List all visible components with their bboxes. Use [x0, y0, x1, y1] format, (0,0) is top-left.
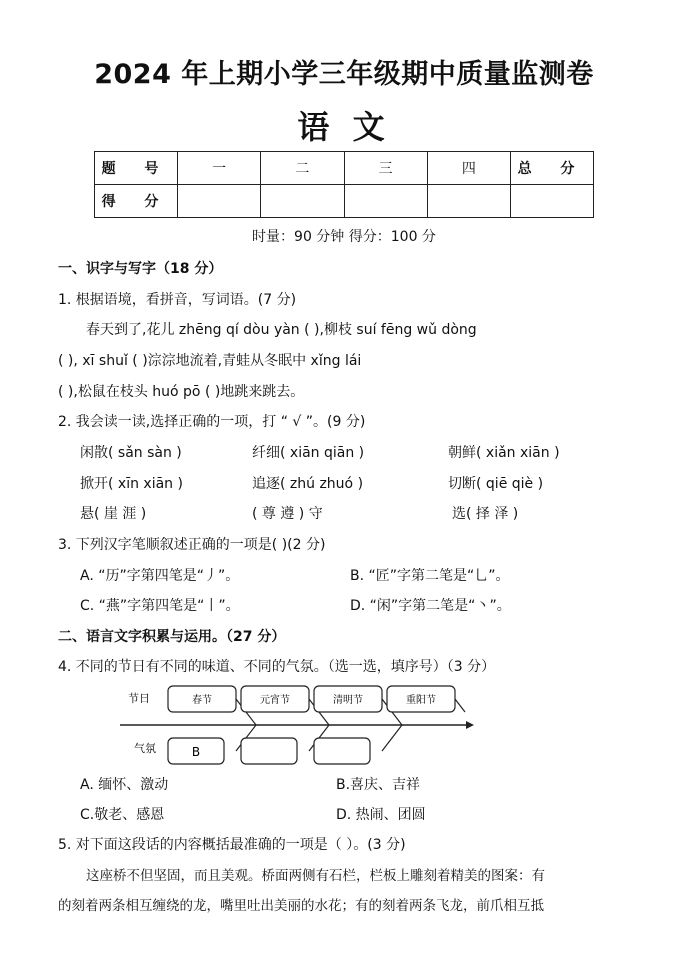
festival-label: 元宵节: [260, 695, 290, 706]
q1-line3: ( ),松鼠在枝头 huó pō ( )地跳来跳去。: [58, 384, 305, 400]
score-table-cell: 得 分: [95, 185, 178, 218]
q3-option-d: D. “闲”字第二笔是“丶”。: [350, 598, 511, 614]
answer-box[interactable]: [314, 738, 370, 764]
answer-box[interactable]: [241, 738, 297, 764]
diagram-label-atmosphere: 气氛: [134, 742, 156, 755]
score-table-cell: 一: [178, 152, 261, 185]
q3-option-b: B. “匠”字第二笔是“乚”。: [350, 568, 510, 584]
q2-title: 2. 我会读一读,选择正确的一项，打 “ √ ”。(9 分): [58, 414, 366, 430]
q4-title: 4. 不同的节日有不同的味道、不同的气氛。（选一选，填序号）（3 分）: [58, 659, 496, 675]
diagram-label-festival: 节日: [128, 692, 150, 705]
festival-label: 春节: [192, 695, 212, 706]
score-cell-2[interactable]: [261, 185, 344, 218]
q2-item: 追逐( zhú zhuó ): [252, 476, 364, 492]
score-table-cell: 三: [344, 152, 427, 185]
section1-heading: 一、识字与写字（18 分）: [58, 261, 223, 277]
score-table-score-row: [95, 185, 594, 218]
festival-label: 清明节: [333, 695, 363, 706]
q5-passage-line2: 的刻着两条相互缠绕的龙，嘴里吐出美丽的水花；有的刻着两条飞龙，前爪相互抵: [58, 898, 544, 914]
q3-option-c: C. “燕”字第四笔是“丨”。: [80, 598, 240, 614]
q5-passage-line1: 这座桥不但坚固，而且美观。桥面两侧有石栏，栏板上雕刻着精美的图案：有: [86, 868, 545, 884]
q4-option-b: B.喜庆、吉祥: [336, 777, 421, 793]
diagram-connector: [455, 699, 465, 712]
arrow-head-icon: [466, 721, 474, 729]
score-table-cell: 题 号: [95, 152, 178, 185]
score-cell-3[interactable]: [344, 185, 427, 218]
score-table-header-row: [95, 152, 594, 185]
answer-text: B: [191, 745, 201, 759]
q1-title: 1. 根据语境，看拼音，写词语。(7 分): [58, 292, 297, 308]
subject-title: 语 文: [297, 108, 391, 146]
q2-item: 闲散( sǎn sàn ): [80, 445, 182, 461]
festival-node: [387, 686, 465, 712]
score-table: [94, 151, 594, 218]
q4-option-d: D. 热闹、团圆: [336, 807, 426, 823]
q2-item: 朝鲜( xiǎn xiān ): [448, 445, 560, 461]
q2-item: 选( 择 泽 ): [452, 506, 519, 522]
q2-item: 悬( 崖 涯 ): [80, 506, 147, 522]
q1-line2: ( ), xī shuǐ ( )淙淙地流着,青蛙从冬眠中 xǐng lái: [58, 353, 362, 369]
section2-heading: 二、语言文字积累与运用。（27 分）: [58, 629, 286, 645]
score-cell-total[interactable]: [511, 185, 594, 218]
q2-item: 纤细( xiān qiān ): [252, 445, 365, 461]
score-table-cell: 二: [261, 152, 344, 185]
q1-line1: 春天到了,花儿 zhēng qí dòu yàn ( ),柳枝 suí fēng wǔ dòng: [86, 322, 477, 338]
q4-option-c: C.敬老、感恩: [80, 807, 165, 823]
festival-label: 重阳节: [406, 695, 436, 706]
score-cell-4[interactable]: [427, 185, 510, 218]
q2-item: 掀开( xīn xiān ): [80, 476, 183, 492]
festival-diagram: [0, 680, 688, 770]
q3-title: 3. 下列汉字笔顺叙述正确的一项是( )(2 分): [58, 537, 326, 553]
q4-option-a: A. 缅怀、激动: [80, 777, 169, 793]
exam-title: 2024 年上期小学三年级期中质量监测卷: [94, 59, 594, 90]
exam-info: 时量：90 分钟 得分：100 分: [252, 229, 436, 245]
q5-title: 5. 对下面这段话的内容概括最准确的一项是（ ）。(3 分): [58, 837, 406, 853]
q2-item: ( 尊 遵 ) 守: [252, 506, 323, 522]
score-table-cell: 四: [427, 152, 510, 185]
score-cell-1[interactable]: [178, 185, 261, 218]
q3-option-a: A. “历”字第四笔是“丿”。: [80, 568, 240, 584]
score-table-cell: 总 分: [511, 152, 594, 185]
q2-item: 切断( qiē qiè ): [448, 476, 544, 492]
